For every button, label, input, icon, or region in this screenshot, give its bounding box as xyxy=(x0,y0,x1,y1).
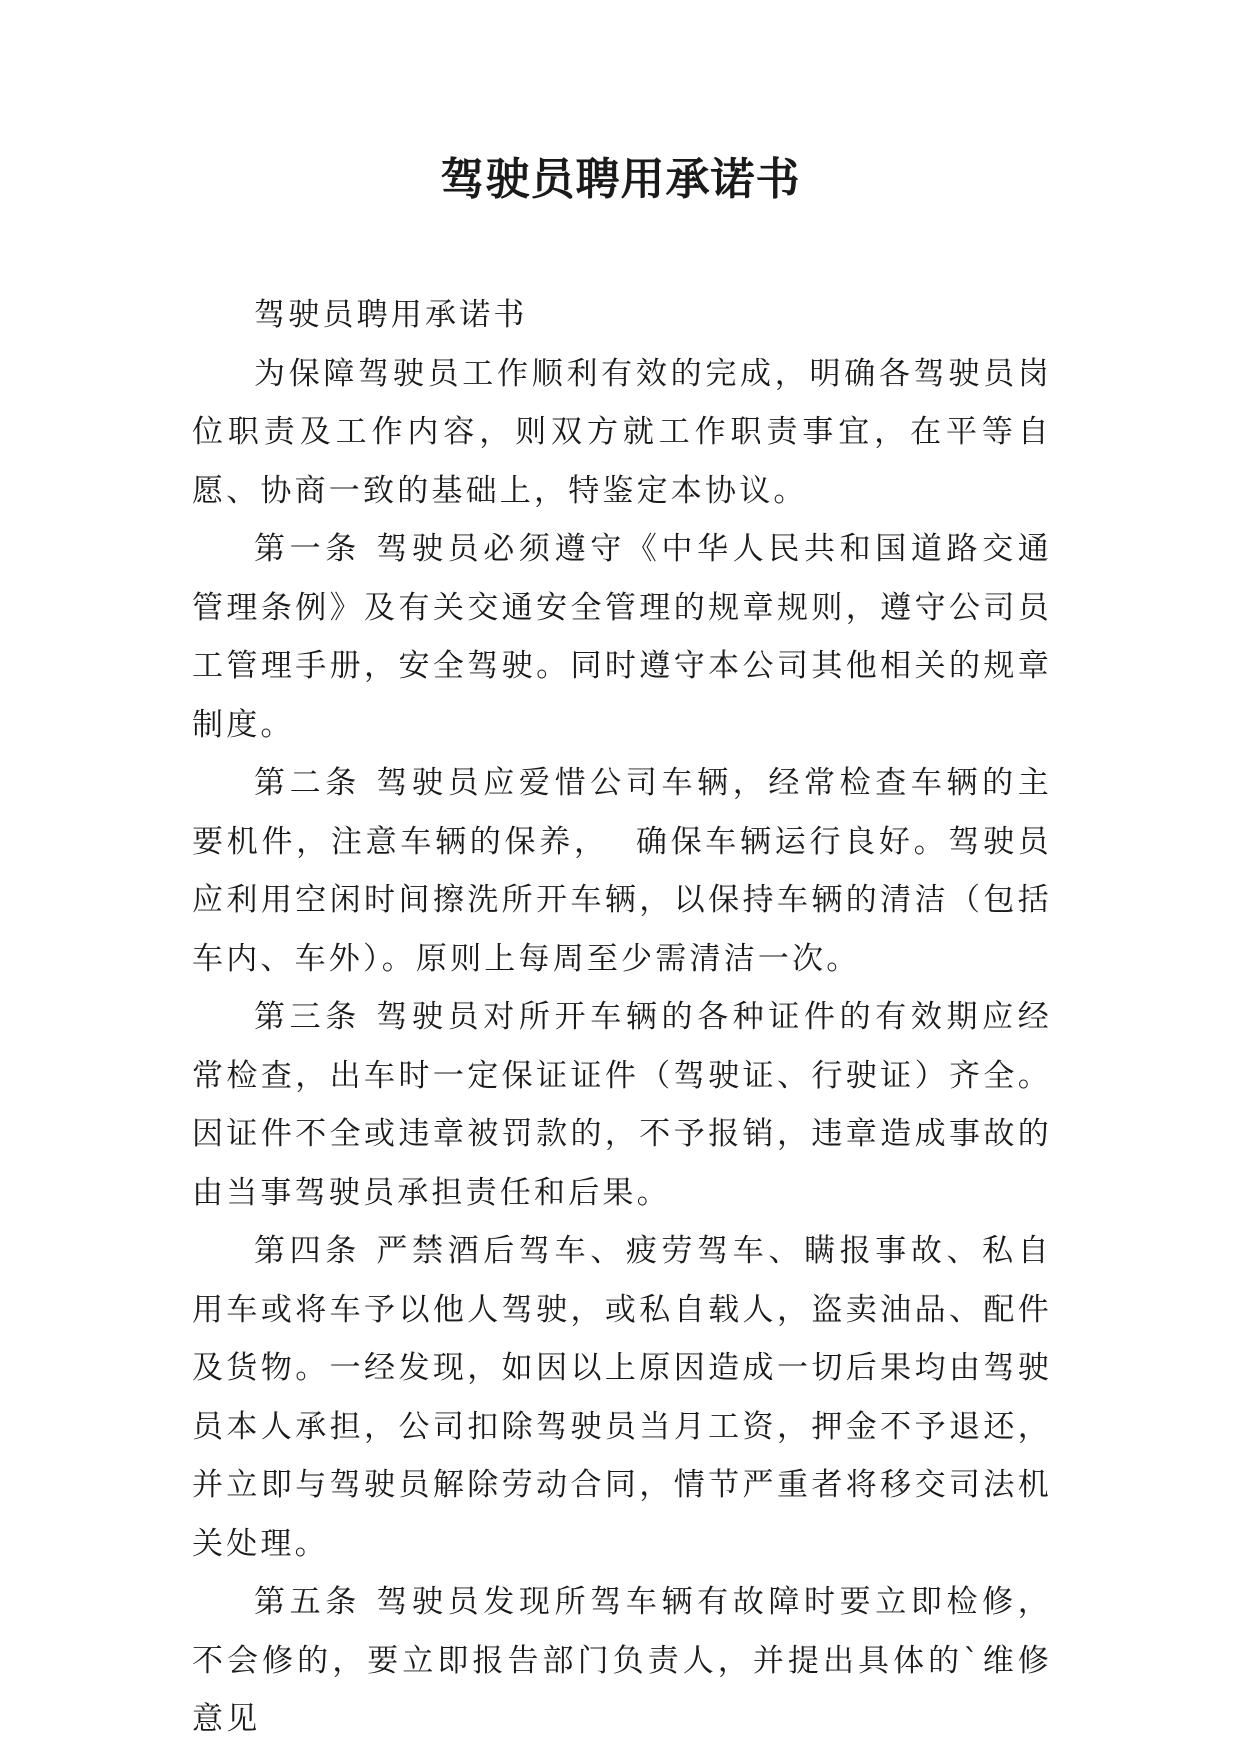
article-text-4: 严禁酒后驾车、疲劳驾车、瞒报事故、私自用车或将车予以他人驾驶，或私自载人，盗卖油品、配件及货物。一经发现，如因以上原因造成一切后果均由驾驶员本人承担，公司扣除驾驶员当月工资，押金不予退还，并立即与驾驶员解除劳动合同，情节严重者将移交司法机关处理。 xyxy=(192,1233,1052,1562)
article-heading-2: 第二条 xyxy=(254,765,361,801)
intro-paragraph: 为保障驾驶员工作顺利有效的完成，明确各驾驶员岗位职责及工作内容，则双方就工作职责事宜，在平等自愿、协商一致的基础上，特鉴定本协议。 xyxy=(192,355,1052,509)
article-text-1: 驾驶员必须遵守《中华人民共和国道路交通管理条例》及有关交通安全管理的规章规则，遵守公司员工管理手册，安全驾驶。同时遵守本公司其他相关的规章制度。 xyxy=(192,531,1052,743)
article-paragraph-4 xyxy=(192,1222,1052,1573)
article-paragraph-2 xyxy=(192,754,1052,988)
document-subtitle: 驾驶员聘用承诺书 xyxy=(254,297,528,333)
document-title: 驾驶员聘用承诺书 xyxy=(440,154,801,205)
article-paragraph-3 xyxy=(192,988,1052,1222)
document-body xyxy=(192,286,1052,1749)
article-heading-5: 第五条 xyxy=(254,1584,361,1620)
article-text-3: 驾驶员对所开车辆的各种证件的有效期应经常检查，出车时一定保证证件（驾驶证、行驶证）齐全。因证件不全或违章被罚款的，不予报销，违章造成事故的由当事驾驶员承担责任和后果。 xyxy=(192,999,1052,1211)
article-heading-4: 第四条 xyxy=(254,1233,361,1269)
article-heading-3: 第三条 xyxy=(254,999,361,1035)
article-text-5: 驾驶员发现所驾车辆有故障时要立即检修，不会修的，要立即报告部门负责人，并提出具体的`维修意见 xyxy=(192,1584,1052,1737)
article-paragraph-5 xyxy=(192,1573,1052,1749)
article-paragraph-1 xyxy=(192,520,1052,754)
article-heading-1: 第一条 xyxy=(254,531,361,567)
article-text-2: 驾驶员应爱惜公司车辆，经常检查车辆的主要机件，注意车辆的保养， 确保车辆运行良好。驾驶员应利用空闲时间擦洗所开车辆，以保持车辆的清洁（包括车内、车外）。原则上每周至少需清洁一次。 xyxy=(192,765,1052,977)
